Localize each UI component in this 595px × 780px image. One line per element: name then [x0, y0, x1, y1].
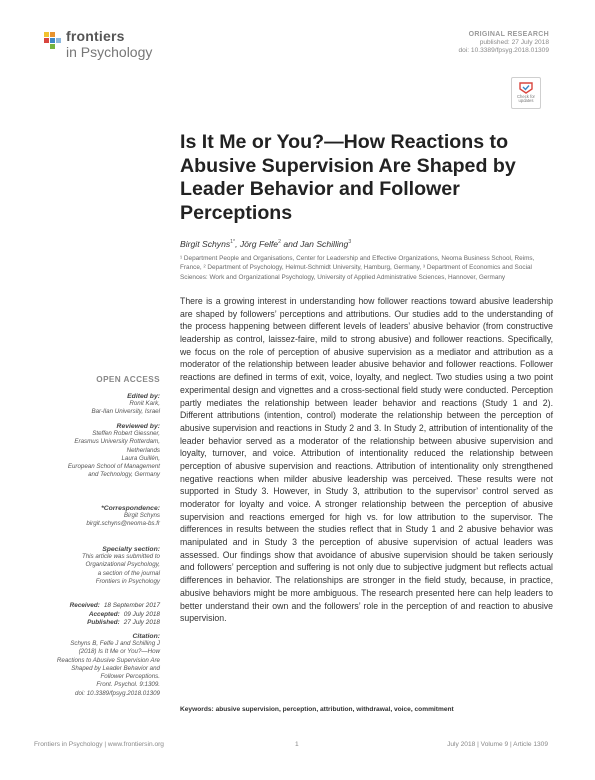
author-affiliation-mark: 2: [278, 239, 281, 246]
brand-name: frontiers: [66, 28, 125, 44]
received-date: 18 September 2017: [103, 602, 160, 609]
received-label: Received:: [69, 602, 100, 609]
published-label: Published:: [87, 619, 120, 627]
dates-section: [30, 602, 160, 628]
reviewer-line: Netherlands: [126, 446, 160, 454]
check-label-2: updates: [518, 98, 534, 104]
title-line: Perceptions: [180, 201, 293, 224]
specialty-heading: Specialty section:: [102, 546, 160, 553]
footer-page-number: 1: [295, 741, 299, 748]
title-line: Is It Me or You?—How Reactions to: [180, 131, 509, 153]
keywords-text: abusive supervision, perception, attribution, withdrawal, voice, commitment: [215, 706, 454, 713]
journal-logo: [42, 28, 162, 64]
published-date: 27 July 2018: [123, 619, 160, 627]
reviewer-line: European School of Management: [67, 463, 160, 471]
keywords-label: Keywords:: [180, 706, 214, 713]
affiliation-line: France, ² Department of Psychology, Helmut-Schmidt University, Hamburg, Germany, ³ Department of Economics and Social: [180, 264, 532, 272]
affiliation-line: Sciences: Work and Organizational Psychology, University of Applied Administrative Sciences, Hannover, Germany: [180, 273, 506, 281]
doi-link[interactable]: doi: 10.3389/fpsyg.2018.01309: [458, 47, 549, 55]
citation-line: Front. Psychol. 9:1309.: [96, 681, 160, 689]
author-separator: and: [280, 239, 301, 249]
title-line: Abusive Supervision Are Shaped by: [180, 154, 516, 177]
crossmark-icon: [518, 81, 534, 95]
citation-section: [30, 633, 160, 698]
accepted-label: Accepted:: [88, 610, 120, 618]
citation-line: Schyns B, Felfe J and Schilling J: [70, 640, 160, 647]
frontiers-logo-icon: [42, 30, 64, 52]
check-label-1: Check for: [517, 94, 535, 99]
article-title: [180, 131, 580, 225]
reviewer-line: Erasmus University Rotterdam,: [74, 438, 160, 446]
footer-journal-link[interactable]: Frontiers in Psychology | www.frontiersin.org: [34, 741, 164, 748]
reviewed-by-heading: Reviewed by:: [116, 423, 160, 430]
correspondence-email[interactable]: birgit.schyns@neoma-bs.fr: [86, 520, 160, 528]
accepted-date: 09 July 2018: [123, 610, 160, 618]
author-affiliation-mark: 3: [348, 239, 352, 246]
reviewer-line: Laura Guillén,: [121, 454, 160, 462]
correspondence-section: [30, 505, 160, 529]
title-line: Leader Behavior and Follower: [180, 178, 460, 201]
author-name[interactable]: Birgit Schyns: [180, 239, 231, 249]
specialty-line: Organizational Psychology,: [85, 561, 160, 569]
affiliations: [180, 254, 552, 282]
specialty-line: Frontiers in Psychology: [95, 577, 160, 585]
citation-line: (2018) Is It Me or You?—How: [78, 648, 160, 656]
editor-line: Bar-Ilan University, Israel: [91, 408, 160, 416]
specialty-line: This article was submitted to: [81, 553, 160, 560]
author-separator: ,: [235, 239, 240, 249]
specialty-line: a section of the journal: [97, 569, 160, 577]
citation-doi[interactable]: doi: 10.3389/fpsyg.2018.01309: [75, 689, 160, 697]
citation-line: Shaped by Leader Behavior and: [71, 664, 160, 672]
correspondence-heading: *Correspondence:: [101, 505, 160, 512]
citation-line: Reactions to Abusive Supervision Are: [56, 656, 160, 664]
citation-heading: Citation:: [132, 633, 160, 640]
edited-by-heading: Edited by:: [127, 393, 160, 400]
author-list: [180, 239, 351, 249]
specialty-section: [30, 546, 160, 586]
citation-line: Follower Perceptions.: [100, 673, 160, 681]
keywords: [180, 706, 560, 713]
article-meta: [458, 31, 549, 56]
footer-issue-info: July 2018 | Volume 9 | Article 1309: [447, 741, 548, 748]
open-access-label: OPEN ACCESS: [96, 375, 160, 384]
correspondence-name: Birgit Schyns: [123, 512, 160, 519]
reviewer-line: and Technology, Germany: [88, 471, 160, 479]
abstract-text: There is a growing interest in understanding how follower reactions toward abusive leadership are shaped by followers’ perceptions and attributions. Our studies add to the understanding of the process happening between different levels of leaders’ abusive behavior (from constructive leadership as control, laissez-faire, mild to strong abusive) and follower reactions. Specifically, we focus on the role of perception of abusive supervision as a mediator and attribution as a moderator of the relationship between leader abusive behavior and follower reactions. Follower reactions are defined in terms of exit, voice, loyalty, and neglect. Two studies using a two point experimental design and vignettes and a cross-sectional field study were conducted. Perception partly mediates the relationship between leader behavior and reactions (Study 1 and 2). Different attributions (intention, control) moderate the relationship between the perception of abusive supervision and reactions in Study 2 and 3. In Study 2, attribution of intentionality of the leader behavior served as a moderator of the relationship between abusive supervision and loyalty, turnover, and voice. Attribution of intentionality reduced the relationship between perception of abusive supervision and reactions. Attribution of intentionality only strengthened negative reactions when milder abusive leadership was perceived. These results were not supported in Study 3. However, in Study 3, attribution to the supervisor’ control served as moderator for loyalty and voice. A stronger relationship between the perception of abusive supervision and reactions emerged for high vs. for low attribution to the supervisor. The differences in results between the studies reflect that in Study 1 and 2 abusive behavior was manipulated and in Study 3 the perception of abusive supervision of actual leaders was assessed. Our findings show that avoidance of abusive supervision should be taken seriously and followers’ perception and suffering is not only due to subjective judgment but reflects actual differences in behavior. The relationships are stronger in the field study, because, in practice, abusive behaviors might be more ambiguous. The research presented here can help leaders to better understand their own and the followers’ role in the perception of and reaction to abusive supervision.: [180, 296, 553, 624]
check-for-updates-button[interactable]: [511, 77, 541, 109]
reviewed-by-section: [30, 423, 160, 480]
brand-journal: in Psychology: [66, 44, 153, 60]
edited-by-section: [30, 393, 160, 417]
reviewer-line: Steffen Robert Giessner,: [92, 430, 160, 437]
author-name[interactable]: Jörg Felfe: [239, 239, 279, 249]
publish-date: published: 27 July 2018: [479, 39, 549, 47]
author-affiliation-mark: 1*: [230, 239, 236, 246]
editor-line: Ronit Kark,: [129, 400, 160, 407]
affiliation-line: ¹ Department People and Organisations, Center for Leadership and Effective Organizations, Neoma Business School, Reims,: [180, 255, 535, 262]
article-type: ORIGINAL RESEARCH: [468, 31, 549, 38]
author-name[interactable]: Jan Schilling: [300, 239, 349, 249]
